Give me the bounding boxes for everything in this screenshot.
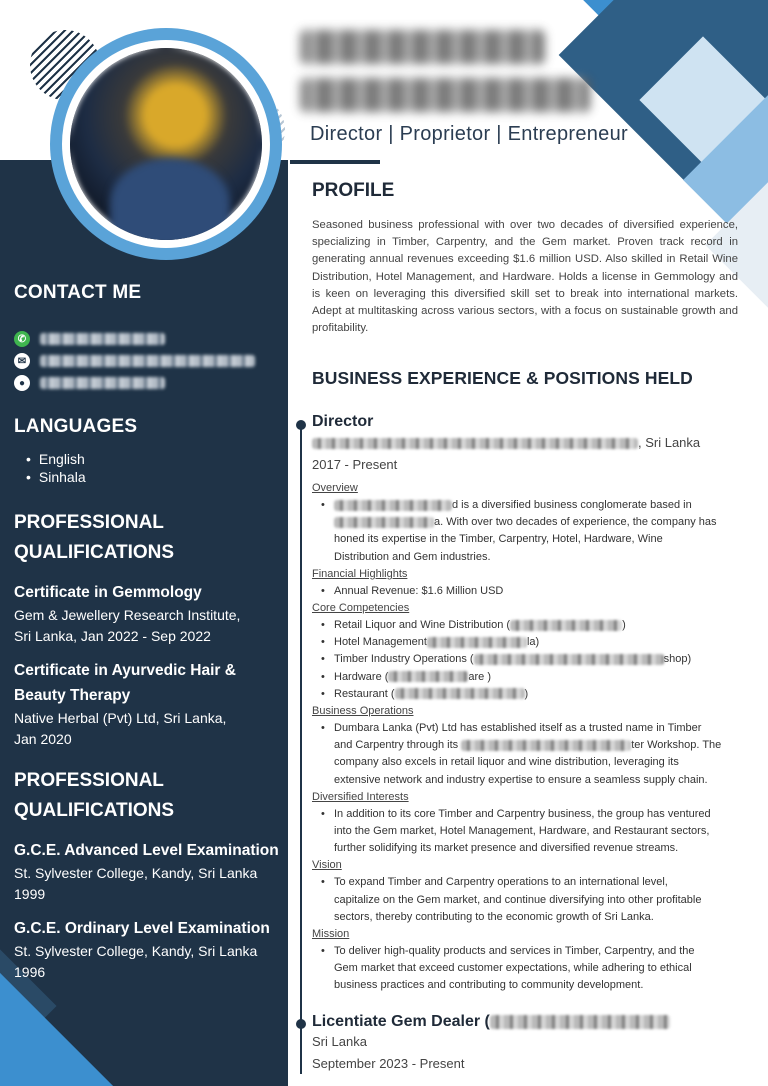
section-title-line: PROFESSIONAL: [14, 770, 164, 791]
redacted-name: [300, 30, 545, 64]
qualification-item: [14, 580, 240, 647]
tagline: Director | Proprietor | Entrepreneur: [310, 123, 628, 145]
qualification-detail: Sri Lanka, Jan 2022 - Sep 2022: [14, 628, 211, 644]
mission-heading: Mission: [312, 928, 350, 941]
qualification-title: G.C.E. Ordinary Level Examination: [14, 920, 270, 937]
languages-list: [26, 450, 86, 486]
contact-email: [14, 353, 255, 369]
professional-qualifications-section: [14, 508, 174, 568]
list-item: • To deliver high-quality products and services in Timber, Carpentry, and the Gem market that exceed customer expectations, while adhering to ethical business practices and contributing to community development.: [334, 943, 738, 995]
mission-list: [334, 943, 738, 995]
divider: [290, 160, 380, 164]
list-item: • Restaurant ( ): [334, 686, 738, 703]
qualification-title: Certificate in Gemmology: [14, 584, 202, 601]
job-dates: 2017 - Present: [312, 457, 398, 472]
operations-list: [334, 720, 738, 789]
profile-title: PROFILE: [312, 180, 395, 201]
diversified-heading: Diversified Interests: [312, 790, 409, 803]
professional-qualifications-section: [14, 766, 174, 826]
job-location: Sri Lanka: [312, 1034, 367, 1049]
overview-heading: Overview: [312, 482, 358, 494]
contact-section: [14, 282, 141, 304]
core-heading: Core Competencies: [312, 602, 410, 615]
redacted-phone: [40, 333, 165, 345]
contact-phone: [14, 331, 165, 347]
job-dates: September 2023 - Present: [312, 1056, 465, 1071]
job-title: Director: [312, 413, 374, 430]
section-title-line: QUALIFICATIONS: [14, 800, 175, 821]
job-title: Licentiate Gem Dealer (: [312, 1013, 738, 1031]
list-item: • Annual Revenue: $1.6 Million USD: [334, 583, 738, 600]
job-entry: [312, 1013, 738, 1075]
redacted-name: [300, 78, 590, 112]
section-title-line: QUALIFICATIONS: [14, 542, 175, 563]
location-icon: ●: [14, 375, 30, 391]
qualification-detail: St. Sylvester College, Kandy, Sri Lanka: [14, 943, 258, 959]
list-item: • To expand Timber and Carpentry operations to an international level, capitalize on the Gem market, and continue diversifying into other profitable sectors, thereby contributing to the economic growth of Sri Lanka.: [334, 874, 738, 926]
contact-title: CONTACT ME: [14, 282, 142, 303]
list-item: • Dumbara Lanka (Pvt) Ltd has established itself as a trusted name in Timber and Carpentry through its ter Workshop. The company also excels in retail liquor and wine distribution, leveraging its extensive network and industry expertise to ensure a seamless supply chain.: [334, 720, 738, 789]
job-company: , Sri Lanka: [312, 432, 738, 454]
qualification-item: [14, 658, 236, 750]
language-item: • English: [26, 450, 86, 468]
list-item: • d is a diversified business conglomerate based in a. With over two decades of experience, the company has honed its expertise in the Timber, Carpentry, Hotel, Hardware, Wine Distribution and Gem industries.: [334, 497, 738, 566]
diversified-list: [334, 806, 738, 858]
list-item: • Timber Industry Operations ( shop): [334, 651, 738, 668]
languages-section: [14, 416, 137, 438]
qualification-detail: Jan 2020: [14, 731, 72, 747]
timeline-line: [300, 424, 302, 1074]
qualification-detail: Native Herbal (Pvt) Ltd, Sri Lanka,: [14, 710, 227, 726]
list-item: • Hotel Management la): [334, 634, 738, 651]
timeline-dot: [296, 420, 306, 430]
timeline-dot: [296, 1019, 306, 1029]
section-title-line: PROFESSIONAL: [14, 512, 164, 533]
qualification-detail: St. Sylvester College, Kandy, Sri Lanka: [14, 865, 258, 881]
decor-diamond: [0, 973, 113, 1086]
vision-heading: Vision: [312, 859, 342, 872]
redacted-company: [312, 438, 638, 449]
list-item: • Hardware ( are ): [334, 669, 738, 686]
qualification-item: [14, 916, 270, 983]
qualification-title: Certificate in Ayurvedic Hair &: [14, 662, 236, 679]
qualification-item: [14, 838, 279, 905]
financial-heading: Financial Highlights: [312, 567, 408, 580]
avatar: [70, 48, 262, 240]
list-item: • Retail Liquor and Wine Distribution ( ): [334, 617, 738, 634]
list-item: • In addition to its core Timber and Carpentry business, the group has ventured into the Gem market, Hotel Management, Hardware, and Restaurant sectors, further solidifying its market presence and diversified revenue streams.: [334, 806, 738, 858]
contact-address: [14, 375, 165, 391]
qualification-detail: Gem & Jewellery Research Institute,: [14, 607, 241, 623]
whatsapp-icon: ✆: [14, 331, 30, 347]
overview-list: [334, 497, 738, 566]
email-icon: ✉: [14, 353, 30, 369]
operations-heading: Business Operations: [312, 705, 414, 718]
experience-title: BUSINESS EXPERIENCE & POSITIONS HELD: [312, 368, 693, 388]
qualification-title: G.C.E. Advanced Level Examination: [14, 842, 279, 859]
core-list: [334, 617, 738, 703]
qualification-title: Beauty Therapy: [14, 687, 131, 704]
qualification-detail: 1996: [14, 964, 46, 980]
languages-title: LANGUAGES: [14, 416, 138, 437]
profile-text: Seasoned business professional with over two decades of diversified experience, specializing in Timber, Carpentry, and the Gem market. Proven track record in generating annual revenues exceeding $1.6 million USD. Also skilled in Retail Wine Distribution, Hotel Management, and Hardware. Holds a license in Gemmology and is keen on leveraging this diversified skill set to break into international markets. Adept at multitasking across various sectors, with a focus on sustainable growth and profitability.: [312, 219, 738, 335]
redacted-email: [40, 355, 255, 367]
qualification-detail: 1999: [14, 886, 46, 902]
financial-list: [334, 583, 738, 600]
redacted-address: [40, 377, 165, 389]
job-entry: [312, 413, 738, 995]
language-item: • Sinhala: [26, 468, 86, 486]
vision-list: [334, 874, 738, 926]
